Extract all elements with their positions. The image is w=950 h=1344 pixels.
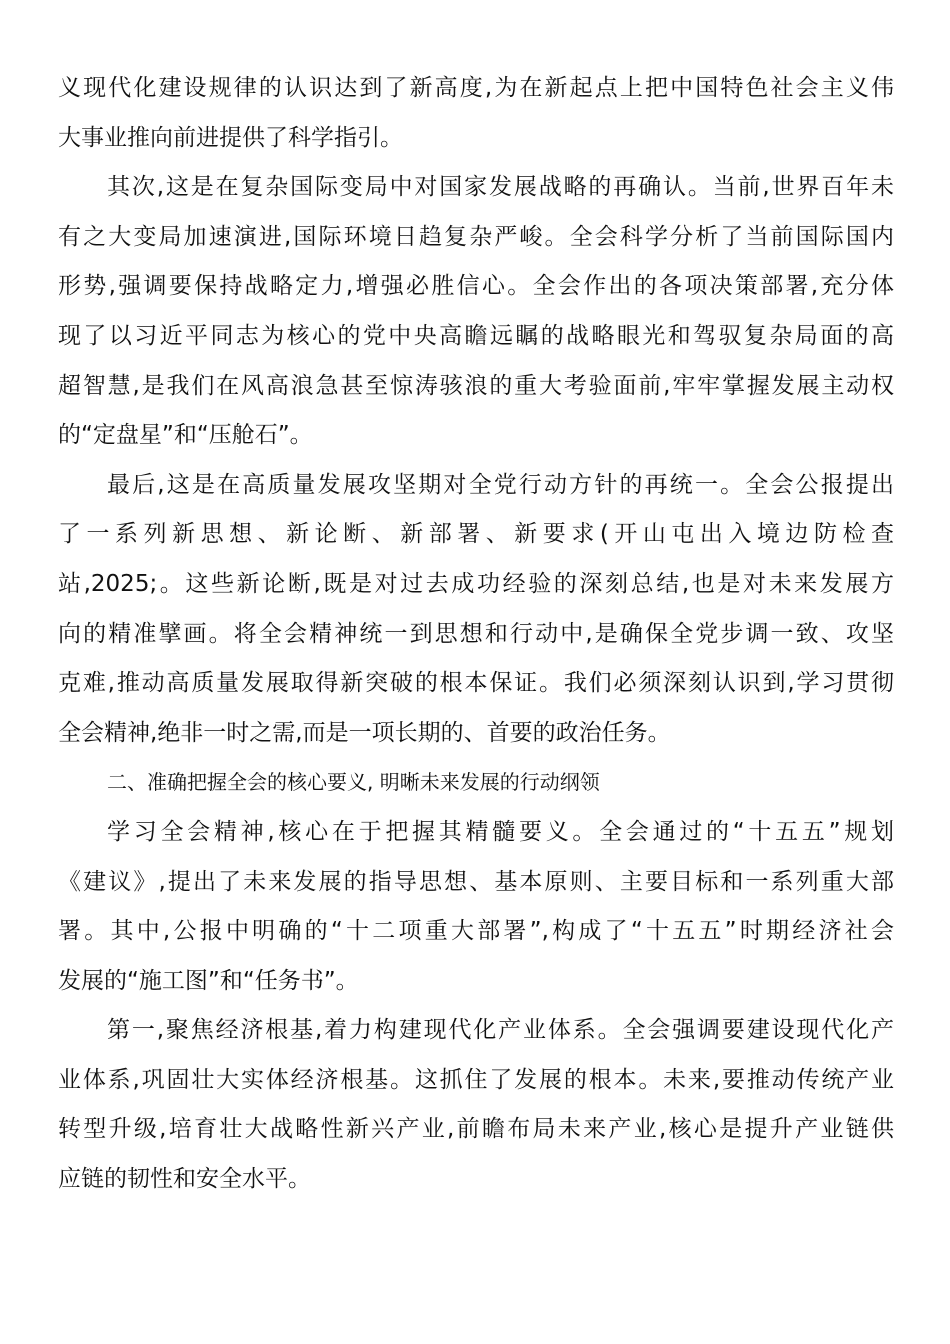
text-line: 《建议》,提出了未来发展的指导思想、基本原则、主要目标和一系列重大部 — [58, 868, 894, 895]
text-line: 署。其中,公报中明确的“十二项重大部署”,构成了“十五五”时期经济社会 — [58, 918, 894, 945]
text-line: 克难,推动高质量发展取得新突破的根本保证。我们必须深刻认识到,学习贯彻 — [58, 670, 894, 697]
paragraph-start-line: 最后,这是在高质量发展攻坚期对全党行动方针的再统一。全会公报提出 — [107, 471, 894, 498]
paragraph-start-line: 其次,这是在复杂国际变局中对国家发展战略的再确认。当前,世界百年未 — [107, 174, 894, 201]
text-line: 转型升级,培育壮大战略性新兴产业,前瞻布局未来产业,核心是提升产业链供 — [58, 1116, 894, 1143]
text-line: 形势,强调要保持战略定力,增强必胜信心。全会作出的各项决策部署,充分体 — [58, 273, 894, 300]
text-line: 了一系列新思想、新论断、新部署、新要求(开山屯出入境边防检查 — [58, 521, 894, 548]
text-line: 发展的“施工图”和“任务书”。 — [58, 967, 359, 994]
document-page — [58, 68, 894, 1209]
text-line: 的“定盘星”和“压舱石”。 — [58, 422, 313, 449]
text-line: 站,2025;。这些新论断,既是对过去成功经验的深刻总结,也是对未来发展方 — [58, 570, 894, 597]
text-line: 业体系,巩固壮大实体经济根基。这抓住了发展的根本。未来,要推动传统产业 — [58, 1066, 894, 1093]
text-line: 义现代化建设规律的认识达到了新高度,为在新起点上把中国特色社会主义伟 — [58, 75, 894, 101]
section-heading: 二、准确把握全会的核心要义, 明晰未来发展的行动纲领 — [107, 770, 600, 795]
text-line: 大事业推向前进提供了科学指引。 — [58, 124, 403, 151]
text-line: 现了以习近平同志为核心的党中央高瞻远瞩的战略眼光和驾驭复杂局面的高 — [58, 322, 894, 349]
text-line: 应链的韧性和安全水平。 — [58, 1166, 311, 1193]
paragraph-start-line: 第一,聚焦经济根基,着力构建现代化产业体系。全会强调要建设现代化产 — [107, 1017, 894, 1044]
paragraph-start-line: 学习全会精神,核心在于把握其精髓要义。全会通过的“十五五”规划 — [107, 818, 894, 845]
text-line: 全会精神,绝非一时之需,而是一项长期的、首要的政治任务。 — [58, 719, 671, 746]
text-line: 向的精准擘画。将全会精神统一到思想和行动中,是确保全党步调一致、攻坚 — [58, 620, 894, 647]
text-line: 有之大变局加速演进,国际环境日趋复杂严峻。全会科学分析了当前国际国内 — [58, 223, 894, 250]
text-line: 超智慧,是我们在风高浪急甚至惊涛骇浪的重大考验面前,牢牢掌握发展主动权 — [58, 372, 894, 399]
